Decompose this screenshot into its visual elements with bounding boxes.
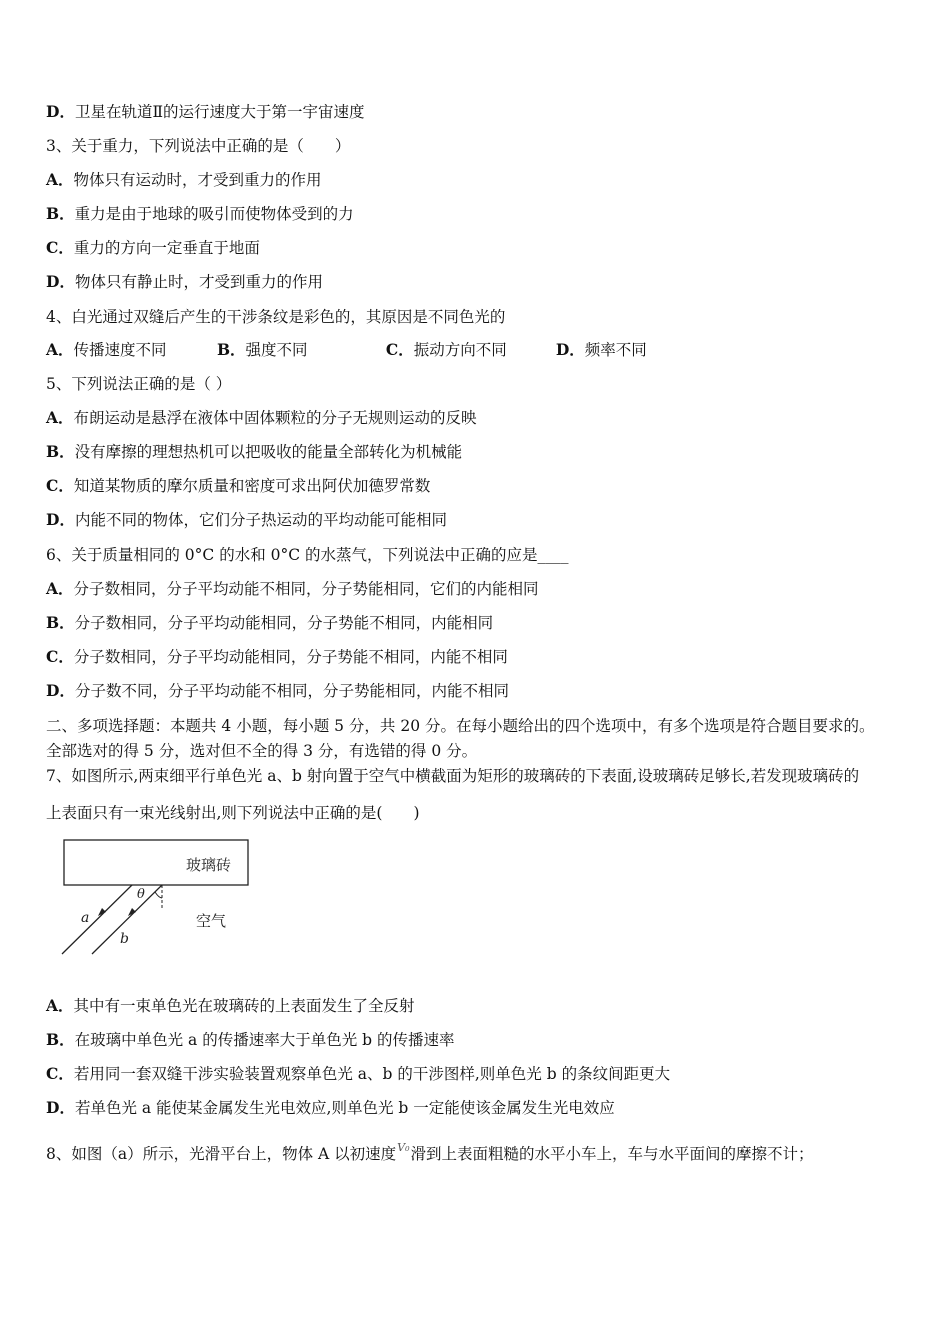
option-prefix: C． <box>46 476 74 495</box>
question-6-stem <box>46 545 569 565</box>
question-number: 3、 <box>46 137 72 155</box>
q5-option-d <box>46 510 447 530</box>
air-label: 空气 <box>196 912 227 930</box>
q5-option-a <box>46 408 477 428</box>
option-prefix: C． <box>385 340 414 359</box>
q7-option-d <box>46 1098 615 1118</box>
question-4-stem <box>46 307 505 327</box>
option-prefix: D． <box>555 340 585 359</box>
question-5-stem <box>46 374 231 394</box>
q5-option-c <box>46 476 430 496</box>
q3-option-b <box>46 204 354 224</box>
q3-option-a <box>46 170 322 190</box>
question-7-stem: 7、如图所示,两束细平行单色光 a、b 射向置于空气中横截面为矩形的玻璃砖的下表面,设玻璃砖足够长,若发现玻璃砖的 <box>46 767 860 785</box>
question-text: 下列说法正确的是（ ） <box>71 375 232 393</box>
question-text: 关于重力，下列说法中正确的是（ ） <box>71 137 351 155</box>
ray-a-label: a <box>81 910 90 926</box>
section-2-heading: 二、多项选择题：本题共 4 小题，每小题 5 分，共 20 分。在每小题给出的四个选项中，有多个选项是符合题目要求的。 <box>46 717 875 735</box>
option-text: 分子数不同，分子平均动能不相同，分子势能相同，内能不相同 <box>74 682 509 700</box>
glass-label: 玻璃砖 <box>186 856 232 874</box>
question-text: 8、如图（a）所示，光滑平台上，物体 A 以初速度 <box>46 1145 397 1163</box>
option-prefix: D． <box>46 272 75 291</box>
q7-option-a <box>46 996 415 1016</box>
option-prefix: B． <box>216 340 246 359</box>
option-prefix: A． <box>46 579 74 598</box>
q5-option-b <box>46 442 462 462</box>
glass-brick-diagram <box>58 838 258 960</box>
glass-brick-figure <box>58 838 258 960</box>
option-text: 分子数相同，分子平均动能不相同，分子势能相同，它们的内能相同 <box>73 580 539 598</box>
option-text: 重力的方向一定垂直于地面 <box>73 239 260 257</box>
question-3-stem <box>46 136 350 156</box>
option-text: 卫星在轨道Ⅱ的运行速度大于第一宇宙速度 <box>74 103 365 121</box>
question-number: 6、 <box>46 546 72 564</box>
q4-options-row <box>46 340 647 360</box>
q6-option-a <box>46 579 539 599</box>
q7-option-c <box>46 1064 670 1084</box>
q4-option-c <box>386 340 551 360</box>
ray-b-label: b <box>120 931 129 947</box>
option-text: 若单色光 a 能使某金属发生光电效应,则单色光 b 一定能使该金属发生光电效应 <box>74 1099 615 1117</box>
angle-label: θ <box>137 887 145 902</box>
option-prefix: B． <box>46 442 75 461</box>
option-prefix: C． <box>46 238 74 257</box>
option-text: 物体只有静止时，才受到重力的作用 <box>74 273 323 291</box>
option-text: 其中有一束单色光在玻璃砖的上表面发生了全反射 <box>73 997 415 1015</box>
question-number: 4、 <box>46 308 72 326</box>
q6-option-c <box>46 647 508 667</box>
option-prefix: A． <box>46 996 74 1015</box>
option-prefix: A． <box>46 408 74 427</box>
option-prefix: D． <box>46 102 75 121</box>
option-text: 分子数相同，分子平均动能相同，分子势能不相同，内能相同 <box>74 614 494 632</box>
option-text: 知道某物质的摩尔质量和密度可求出阿伏加德罗常数 <box>73 477 431 495</box>
question-number: 5、 <box>46 375 72 393</box>
question-7-stem-cont: 上表面只有一束光线射出,则下列说法中正确的是( ) <box>46 804 420 822</box>
initial-velocity-symbol: V₀ <box>397 1141 410 1154</box>
option-prefix: D． <box>46 681 75 700</box>
option-text: 若用同一套双缝干涉实验装置观察单色光 a、b 的干涉图样,则单色光 b 的条纹间距更大 <box>73 1065 671 1083</box>
q4-option-d <box>556 340 647 360</box>
option-text: 振动方向不同 <box>413 341 507 359</box>
q3-option-d <box>46 272 323 292</box>
option-prefix: C． <box>46 1064 74 1083</box>
q6-option-b <box>46 613 493 633</box>
q4-option-b <box>217 340 381 360</box>
option-text: 分子数相同，分子平均动能相同，分子势能不相同，内能不相同 <box>73 648 508 666</box>
option-text: 没有摩擦的理想热机可以把吸收的能量全部转化为机械能 <box>74 443 463 461</box>
option-text: 内能不同的物体，它们分子热运动的平均动能可能相同 <box>74 511 447 529</box>
option-prefix: B． <box>46 1030 75 1049</box>
option-d-prev <box>46 102 365 122</box>
q4-option-a <box>46 340 212 360</box>
option-text: 传播速度不同 <box>73 341 167 359</box>
angle-arc <box>155 892 162 898</box>
option-prefix: C． <box>46 647 74 666</box>
option-prefix: B． <box>46 204 75 223</box>
option-text: 重力是由于地球的吸引而使物体受到的力 <box>74 205 354 223</box>
question-text-cont: 滑到上表面粗糙的水平小车上，车与水平面间的摩擦不计； <box>410 1145 814 1163</box>
q6-option-d <box>46 681 509 701</box>
option-prefix: A． <box>46 170 74 189</box>
option-prefix: B． <box>46 613 75 632</box>
option-text: 物体只有运动时，才受到重力的作用 <box>73 171 322 189</box>
option-text: 频率不同 <box>584 341 647 359</box>
option-text: 强度不同 <box>245 341 308 359</box>
q7-option-b <box>46 1030 454 1050</box>
option-text: 布朗运动是悬浮在液体中固体颗粒的分子无规则运动的反映 <box>73 409 477 427</box>
q3-option-c <box>46 238 260 258</box>
option-prefix: D． <box>46 1098 75 1117</box>
option-prefix: A． <box>46 340 74 359</box>
section-2-heading-cont: 全部选对的得 5 分，选对但不全的得 3 分，有选错的得 0 分。 <box>46 742 478 760</box>
question-8-stem <box>46 1141 814 1166</box>
option-text: 在玻璃中单色光 a 的传播速率大于单色光 b 的传播速率 <box>74 1031 455 1049</box>
option-prefix: D． <box>46 510 75 529</box>
question-text: 白光通过双缝后产生的干涉条纹是彩色的，其原因是不同色光的 <box>71 308 506 326</box>
question-text: 关于质量相同的 0°C 的水和 0°C 的水蒸气，下列说法中正确的应是____ <box>71 546 569 564</box>
